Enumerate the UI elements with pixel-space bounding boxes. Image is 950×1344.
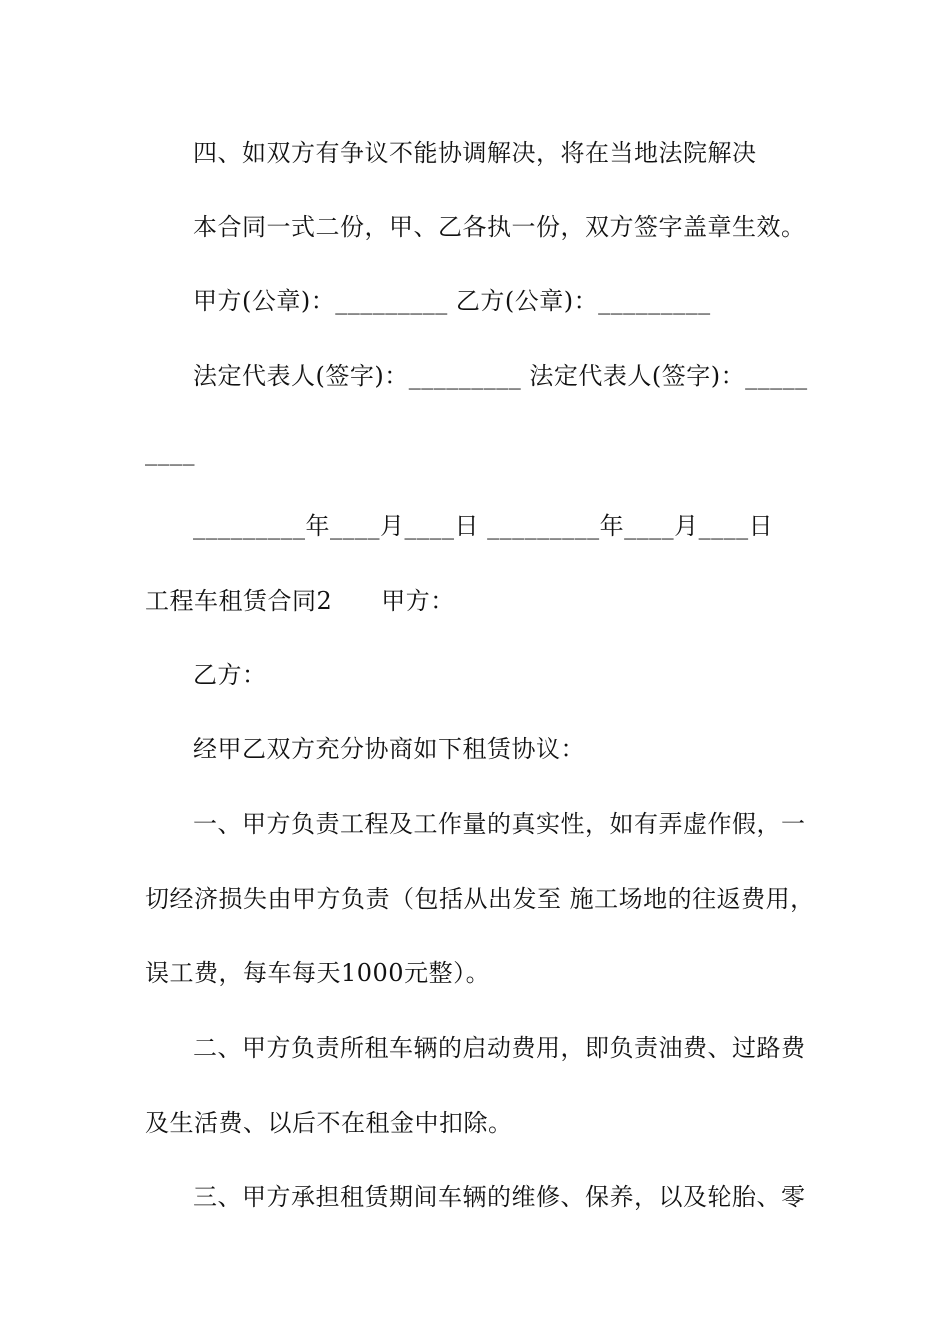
party-seal-line: 甲方(公章)：_________ 乙方(公章)：_________ bbox=[193, 287, 711, 315]
contract-title-party-a: 工程车租赁合同2 甲方： bbox=[145, 587, 455, 615]
legal-representative-line: 法定代表人(签字)：_________ 法定代表人(签字)：_____ bbox=[193, 362, 808, 390]
date-line: _________年____月____日 _________年____月____日 bbox=[193, 512, 774, 540]
clause-two-line-1: 二、甲方负责所租车辆的启动费用，即负责油费、过路费 bbox=[193, 1034, 806, 1062]
clause-two-line-2: 及生活费、以后不在租金中扣除。 bbox=[145, 1109, 513, 1137]
clause-one-line-3: 误工费，每车每天1000元整）。 bbox=[145, 959, 491, 987]
copies-clause: 本合同一式二份，甲、乙各执一份，双方签字盖章生效。 bbox=[193, 213, 806, 241]
clause-one-line-1: 一、甲方负责工程及工作量的真实性，如有弄虚作假，一 bbox=[193, 810, 806, 838]
clause-one-line-2: 切经济损失由甲方负责（包括从出发至 施工场地的往返费用， bbox=[145, 885, 815, 913]
clause-four-dispute: 四、如双方有争议不能协调解决，将在当地法院解决 bbox=[193, 139, 757, 167]
signature-line-continuation: ____ bbox=[145, 438, 195, 466]
agreement-intro: 经甲乙双方充分协商如下租赁协议： bbox=[193, 735, 585, 763]
clause-three-line-1: 三、甲方承担租赁期间车辆的维修、保养，以及轮胎、零 bbox=[193, 1183, 806, 1211]
party-b-label: 乙方： bbox=[193, 661, 267, 689]
